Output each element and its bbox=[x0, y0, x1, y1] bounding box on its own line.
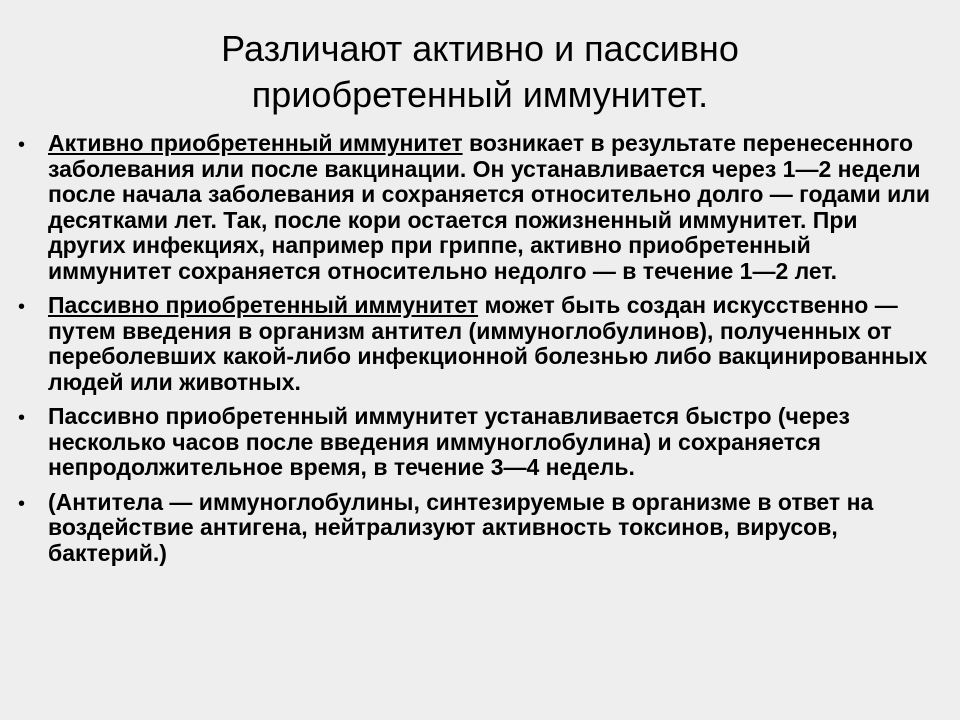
active-immunity-text: возникает в результате перенесенного заболевания или после вакцинации. Он устанавливается через 1—2 недели после начала заболевания и сохраняется относительно долго — годами или десятками лет. Так, после кори остается пожизненный иммунитет. При других инфекциях, например при гриппе, активно приобретенный иммунитет сохраняется относительно недолго — в течение 1—2 лет. bbox=[48, 130, 931, 284]
bullet-icon: • bbox=[18, 492, 26, 515]
passive-immunity-text: может быть создан искусственно — путем введения в организм антител (иммуноглобулинов), полученных от переболевших какой-либо инфекционной болезнью либо вакцинированных людей или животных. bbox=[48, 292, 928, 395]
bullet-active-immunity bbox=[18, 131, 938, 284]
term-active-immunity: Активно приобретенный иммунитет bbox=[48, 130, 463, 156]
bullet-icon: • bbox=[18, 134, 26, 156]
bullet-icon: • bbox=[18, 407, 26, 429]
term-passive-immunity: Пассивно приобретенный иммунитет bbox=[48, 292, 479, 318]
bullet-passive-immunity bbox=[18, 293, 938, 395]
bullet-list bbox=[18, 131, 938, 575]
bullet-icon: • bbox=[18, 296, 26, 318]
bullet-passive-duration bbox=[18, 404, 938, 481]
bullet-antibodies-note bbox=[18, 490, 938, 567]
passive-duration-text: Пассивно приобретенный иммунитет устанавливается быстро (через несколько часов после введения иммуноглобулина) и сохраняется непродолжительное время, в течение 3—4 недель. bbox=[48, 403, 850, 480]
title-line-1: Различают активно и пассивно bbox=[221, 28, 739, 69]
title-line-2: приобретенный иммунитет. bbox=[251, 74, 709, 115]
antibodies-note-text: (Антитела — иммуноглобулины, синтезируемые в организме в ответ на воздействие антигена, нейтрализуют активность токсинов, вирусов, бактерий.) bbox=[48, 488, 874, 566]
slide-title bbox=[60, 26, 900, 118]
